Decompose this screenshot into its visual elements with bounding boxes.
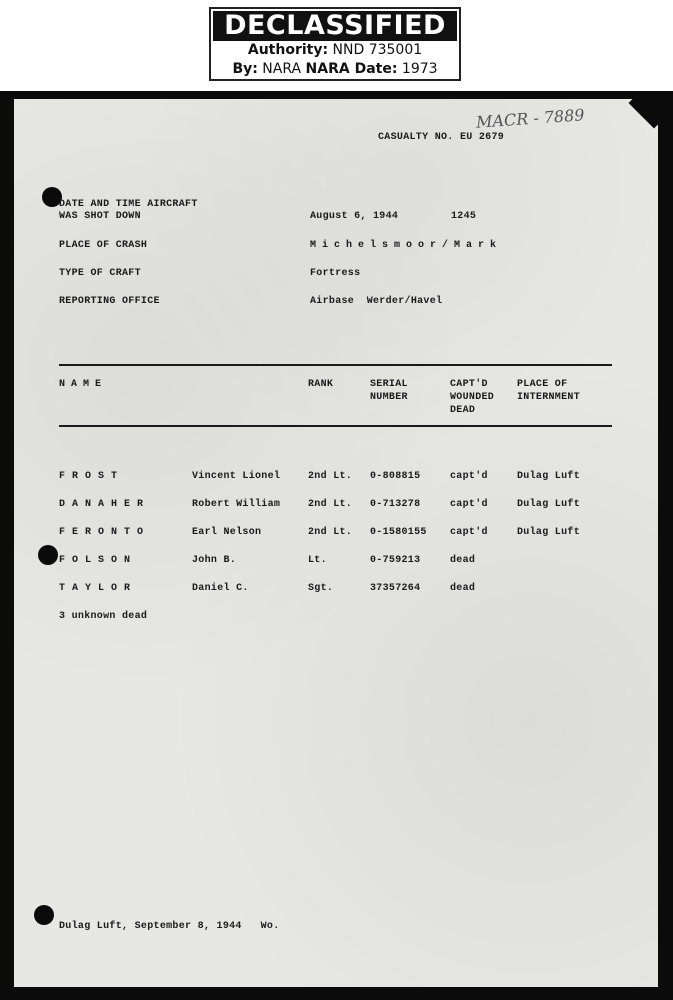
field-label-type: TYPE OF CRAFT xyxy=(59,268,141,279)
punch-hole-middle xyxy=(38,545,58,565)
casualty-label: CASUALTY NO. xyxy=(378,132,454,143)
crew-place: Dulag Luft xyxy=(517,499,581,510)
header-place-line1: PLACE OF xyxy=(517,379,568,390)
crew-surname: DANAHER xyxy=(59,499,151,510)
crew-given-name: John B. xyxy=(192,555,237,566)
crew-rank: 2nd Lt. xyxy=(308,471,353,482)
corner-fold xyxy=(629,99,658,128)
header-serial-line1: SERIAL xyxy=(370,379,408,390)
crew-status: capt'd xyxy=(450,499,488,510)
crew-status: dead xyxy=(450,555,476,566)
stamp-authority xyxy=(211,41,459,60)
handwritten-note: MACR - 7889 xyxy=(475,105,586,132)
header-status-line2: WOUNDED xyxy=(450,392,495,403)
crew-rank: Sgt. xyxy=(308,583,334,594)
header-place-line2: INTERNMENT xyxy=(517,392,581,403)
header-status-line1: CAPT'D xyxy=(450,379,488,390)
field-value-time: 1245 xyxy=(451,211,477,222)
field-label-date-line1: DATE AND TIME AIRCRAFT xyxy=(59,199,198,210)
crew-rank: Lt. xyxy=(308,555,327,566)
stamp-by-value: NARA xyxy=(262,61,302,77)
stamp-date-label: NARA Date: xyxy=(305,61,398,77)
table-bottom-rule xyxy=(59,425,612,427)
stamp-authority-label: Authority: xyxy=(247,42,329,58)
field-value-office: Airbase Werder/Havel xyxy=(310,296,443,307)
punch-hole-bottom xyxy=(34,905,54,925)
crew-status: capt'd xyxy=(450,527,488,538)
header-status-line3: DEAD xyxy=(450,405,476,416)
crew-place: Dulag Luft xyxy=(517,527,581,538)
crew-given-name: Daniel C. xyxy=(192,583,249,594)
crew-status: dead xyxy=(450,583,476,594)
unknown-dead-note: 3 unknown dead xyxy=(59,611,148,622)
crew-surname: FOLSON xyxy=(59,555,138,566)
field-label-place: PLACE OF CRASH xyxy=(59,240,148,251)
crew-place: Dulag Luft xyxy=(517,471,581,482)
footer-signature-line: Dulag Luft, September 8, 1944 Wo. xyxy=(59,921,280,932)
crew-given-name: Earl Nelson xyxy=(192,527,262,538)
crew-surname: FROST xyxy=(59,471,125,482)
crew-given-name: Vincent Lionel xyxy=(192,471,281,482)
stamp-by-label: By: xyxy=(232,61,258,77)
crew-serial: 0-1580155 xyxy=(370,527,427,538)
stamp-by xyxy=(211,60,459,79)
field-value-place: Michelsmoor/Mark xyxy=(310,240,503,251)
document-page xyxy=(14,99,658,987)
casualty-number xyxy=(378,132,504,143)
scan-frame xyxy=(0,91,673,1000)
casualty-value: EU 2679 xyxy=(459,132,505,143)
field-label-date-line2: WAS SHOT DOWN xyxy=(59,211,141,222)
crew-rank: 2nd Lt. xyxy=(308,499,353,510)
stamp-authority-value: NND 735001 xyxy=(332,42,423,58)
header-rank: RANK xyxy=(308,379,334,390)
crew-status: capt'd xyxy=(450,471,488,482)
crew-serial: 0-808815 xyxy=(370,471,421,482)
stamp-date-value: 1973 xyxy=(401,61,438,77)
table-top-rule xyxy=(59,364,612,366)
crew-rank: 2nd Lt. xyxy=(308,527,353,538)
field-value-date: August 6, 1944 xyxy=(310,211,399,222)
crew-surname: FERONTO xyxy=(59,527,151,538)
declassified-stamp xyxy=(209,7,461,81)
crew-serial: 0-713278 xyxy=(370,499,421,510)
crew-surname: TAYLOR xyxy=(59,583,138,594)
stamp-title: DECLASSIFIED xyxy=(213,11,457,41)
header-name: NAME xyxy=(59,379,108,390)
field-label-office: REPORTING OFFICE xyxy=(59,296,160,307)
field-value-type: Fortress xyxy=(310,268,361,279)
crew-given-name: Robert William xyxy=(192,499,281,510)
crew-serial: 37357264 xyxy=(370,583,421,594)
header-serial-line2: NUMBER xyxy=(370,392,408,403)
crew-serial: 0-759213 xyxy=(370,555,421,566)
